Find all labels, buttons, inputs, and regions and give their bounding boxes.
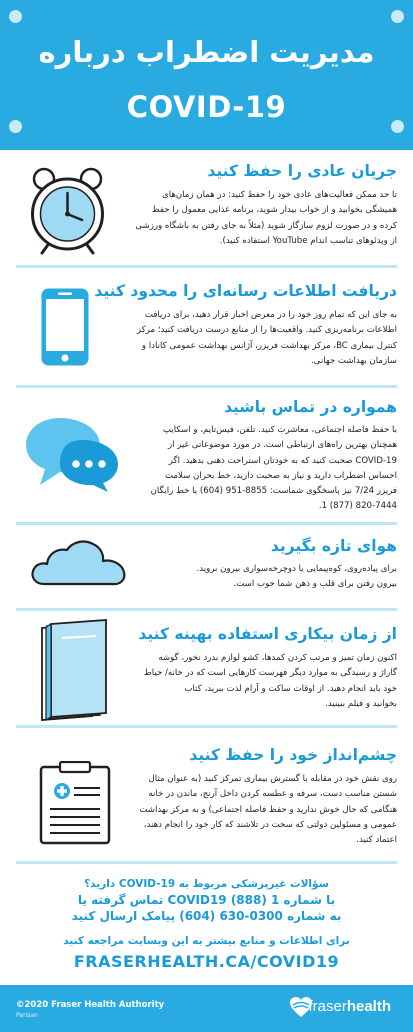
section-divider xyxy=(16,861,397,864)
chat-bubbles-icon xyxy=(14,412,124,496)
body-text-line: همیشگی بخوابید و از خواب بیدار شوید، برنامه غذایی معمول را حفظ xyxy=(151,205,397,216)
body-text-line: اعتماد کنید. xyxy=(356,835,397,846)
section-body xyxy=(132,188,397,249)
section-stay-connected xyxy=(0,388,413,522)
section-title: هوای تازه بگیرید xyxy=(270,537,397,555)
page-title: مدیریت اضطراب درباره xyxy=(38,35,375,69)
footer-question-line: به شماره 0300-630 (604) پیامک ارسال کنید xyxy=(71,909,342,923)
section-body xyxy=(117,308,397,369)
page-subtitle: COVID-19 xyxy=(126,90,287,124)
body-text-line: سازمان بهداشت جهانی. xyxy=(310,355,397,366)
section-title: جریان عادی را حفظ کنید xyxy=(207,162,397,180)
body-text-line: کرده و در صورت لزوم سازگار شوید (مثلاً به جای رفتن به باشگاه ورزشی xyxy=(135,220,397,231)
website-link[interactable]: FRASERHEALTH.CA/COVID19 xyxy=(73,952,340,971)
body-text-line: به جای این که تمام روز خود را در معرض اخبار قرار دهید، برای دریافت xyxy=(144,310,397,320)
section-title: چشم‌انداز خود را حفظ کنید xyxy=(189,746,397,764)
body-text-line: اطلاعات برنامه‌ریزی کنید. واقعیت‌ها را از منابع درست دریافت کنید؛ مرکز xyxy=(136,325,397,336)
footer-questions xyxy=(14,876,399,924)
body-text-line: تا حد ممکن فعالیت‌های عادی خود را حفظ کنید: در همان زمان‌های xyxy=(161,190,397,200)
alarm-clock-icon xyxy=(20,162,115,261)
footer-resources: برای اطلاعات و منابع بیشتر به این وبسایت مراجعه کنید xyxy=(63,935,350,947)
footer-question-line: با شماره COVID19 (888) 1 تماس گرفته یا xyxy=(77,893,336,907)
section-body xyxy=(127,772,397,848)
body-text-line: 820-7444 (877) 1. xyxy=(318,501,397,512)
body-text-line: COVID-19 صحبت کنید که به خودتان استراحت ذهنی بدهید. اگر xyxy=(168,455,397,466)
clipboard-icon xyxy=(38,761,112,849)
body-text-line: گاراژ و رسیدگی به موارد دیگر فهرست کارهایی است که در خانه/ حیاط xyxy=(143,668,397,679)
body-text-line: شستن مناسب دست، سرفه و عطسه کردن داخل آرنج، ماندن در خانه xyxy=(148,789,397,800)
section-title: همواره در تماس باشید xyxy=(224,398,397,416)
body-text-line: از ویدئوهای تناسب اندام YouTube استفاده کنید). xyxy=(219,235,397,246)
body-text-line: فریزر 7/24 نیز پاسخگوی شماست: 8855-951 (604) یا خط رایگان xyxy=(150,486,397,497)
body-text-line: کنترل بیماری BC، مرکز بهداشت فریزر، آژانس بهداشت عمومی کانادا و xyxy=(141,340,397,351)
bottom-bar xyxy=(0,985,413,1032)
smartphone-icon xyxy=(40,287,90,371)
section-title: از زمان بیکاری استفاده بهینه کنید xyxy=(138,625,397,643)
section-title: دریافت اطلاعات رسانه‌ای را محدود کنید xyxy=(94,282,397,300)
body-text-line: اکنون زمان تمیز و مرتب کردن کمدها، کشو لوازم بدرد نخور، گوشه xyxy=(158,653,397,663)
cloud-icon xyxy=(30,539,130,593)
section-fresh-air xyxy=(0,525,413,608)
body-text-line: عمومی و مسئولین دولتی که سخت در تلاشند که کار خود را انجام دهند، xyxy=(143,819,397,830)
body-text-line: احساس اضطراب دارید و نیاز به صحبت دارید، خط بحران سلامت xyxy=(164,470,397,481)
section-body xyxy=(137,562,397,593)
body-text-line: روی نقش خود در مقابله با گسترش بیماری تمرکز کنید (به عنوان مثال xyxy=(148,774,397,784)
body-text-line: هنگامی که حال خوش ندارید و حفظ فاصله اجتماعی) و به مرکز بهداشت xyxy=(139,804,397,815)
body-text-line: همچنان بهترین راه‌های ارتباطی است. در مورد موضوعاتی غیر از xyxy=(167,440,397,451)
body-text-line: خود باید انجام دهید. از اوقات ساکت و آرام لذت ببرید، کتاب xyxy=(184,683,397,694)
section-keep-routine xyxy=(0,150,413,265)
book-icon xyxy=(34,618,114,732)
fraser-health-logo: fraserhealth xyxy=(308,998,391,1015)
body-text-line: با حفظ فاصله اجتماعی، معاشرت کنید. تلفن، فیس‌تایم، و اسکایپ xyxy=(162,425,397,435)
body-text-line: بخوانید و فیلم ببینید. xyxy=(325,698,397,709)
language-label: Persian xyxy=(16,1012,38,1019)
body-text-line: بیرون رفتن برای قلب و ذهن شما خوب است. xyxy=(233,579,397,590)
body-text-line: برای پیاده‌روی، کوه‌پیمایی یا دوچرخه‌سواری بیرون بروید. xyxy=(196,564,397,574)
section-perspective xyxy=(0,728,413,858)
header-dot xyxy=(391,10,404,23)
header-banner xyxy=(0,0,413,150)
section-body xyxy=(127,423,397,515)
section-downtime xyxy=(0,611,413,725)
footer-question-line: سؤالات غیرپزشکی مربوط به COVID-19 دارید؟ xyxy=(84,878,329,890)
section-body xyxy=(122,651,397,712)
section-limit-media xyxy=(0,268,413,385)
copyright-text: ©2020 Fraser Health Authority xyxy=(16,1000,165,1010)
header-dot xyxy=(9,10,22,23)
